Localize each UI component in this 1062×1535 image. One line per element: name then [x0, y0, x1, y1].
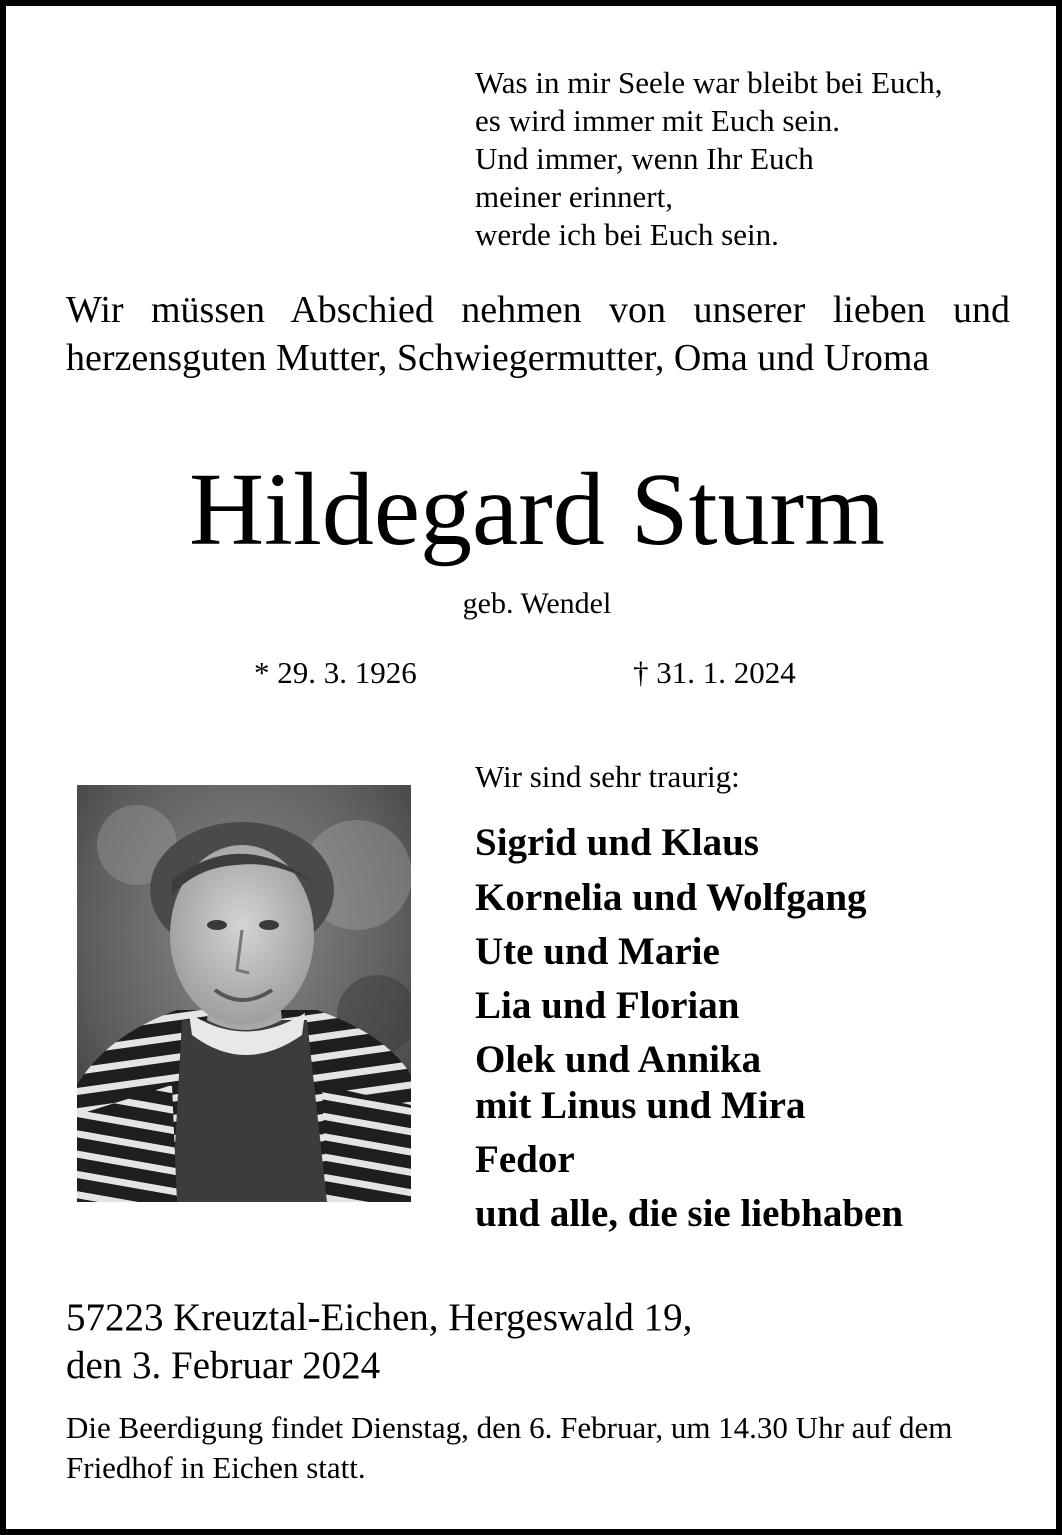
birth-date: * 29. 3. 1926: [254, 655, 417, 690]
poem-line: Und immer, wenn Ihr Euch: [475, 141, 814, 176]
address-date: den 3. Februar 2024: [66, 1344, 381, 1387]
poem-line: es wird immer mit Euch sein.: [475, 103, 841, 138]
poem: [475, 64, 943, 254]
death-date: † 31. 1. 2024: [633, 655, 796, 690]
deceased-name: Hildegard Sturm: [188, 452, 886, 567]
mourners-heading: Wir sind sehr traurig:: [475, 759, 740, 794]
mourner-name: Ute und Marie: [475, 930, 720, 973]
mourner-name: Fedor: [475, 1138, 575, 1181]
maiden-name: geb. Wendel: [462, 587, 612, 620]
address-line: 57223 Kreuztal-Eichen, Hergeswald 19,: [66, 1296, 693, 1339]
mourner-name: Sigrid und Klaus: [475, 821, 759, 864]
mourner-name: Lia und Florian: [475, 984, 740, 1027]
funeral-notice: Die Beerdigung findet Dienstag, den 6. Februar, um 14.30 Uhr auf dem Friedhof in Eichen statt.: [66, 1410, 953, 1485]
poem-line: meiner erinnert,: [475, 179, 673, 214]
mourner-name: und alle, die sie liebhaben: [475, 1192, 904, 1235]
poem-line: werde ich bei Euch sein.: [475, 217, 779, 252]
poem-line: Was in mir Seele war bleibt bei Euch,: [475, 65, 943, 100]
mourner-name: Kornelia und Wolfgang: [475, 876, 867, 919]
address: [66, 1294, 692, 1390]
mourner-name: mit Linus und Mira: [475, 1084, 806, 1127]
portrait-photo: [77, 785, 411, 1202]
mourner-name: Olek und Annika: [475, 1038, 762, 1081]
intro-text: Wir müssen Abschied nehmen von unserer lieben und herzensguten Mutter, Schwiegermutter, Oma und Uroma: [66, 289, 1010, 379]
